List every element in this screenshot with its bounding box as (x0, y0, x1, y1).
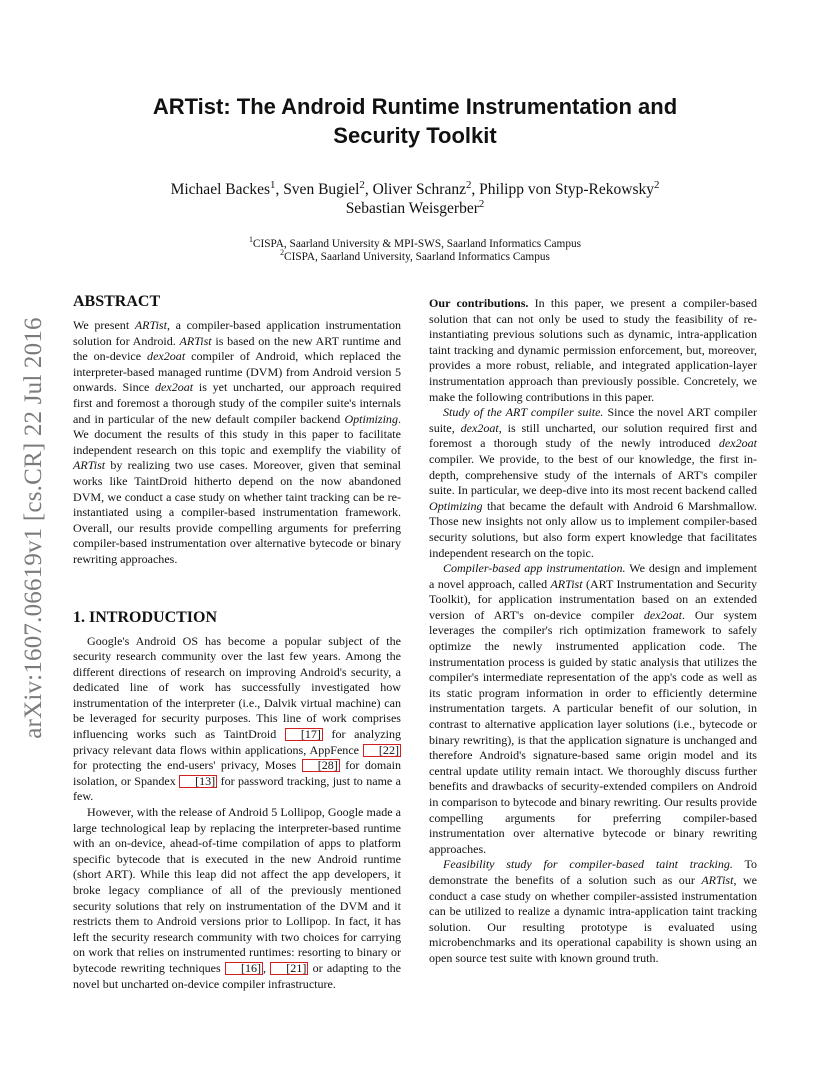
arxiv-stamp-text: arXiv:1607.06619v1 [cs.CR] 22 Jul 2016 (20, 317, 47, 739)
title-line-1: ARTist: The Android Runtime Instrumentation and (152, 94, 678, 119)
affiliation-line: CISPA, Saarland University & MPI-SWS, Saarland Informatics Campus (252, 238, 582, 250)
left-column (73, 292, 401, 992)
citation-link[interactable]: [21] (270, 962, 308, 975)
contribution-study: Study of the ART compiler suite. Since the novel ART compiler suite, dex2oat, is still uncharted, our solution required first and foremost a thorough study of the newly introduced dex2oat compiler. We provide, to the best of our knowledge, the first in-depth, comprehensive study of the internals of ART's compiler suite. In particular, we deep-dive into its most recent backend called Optimizing that became the default with Android 6 Marshmallow. Those new insights not only allow us to implement compiler-based security solutions, but also form expert knowledge that facilitates independent research on the topic. (429, 405, 758, 560)
contributions-lead: Our contributions. (429, 296, 529, 310)
affiliation-mark: 1 (270, 178, 276, 191)
affiliation-mark: 2 (280, 248, 285, 258)
paper-title (90, 92, 740, 150)
intro-paragraph-1: Google's Android OS has become a popular subject of the security research community over the last few years. Among the different directions of research on improving Android's security, a dedicated line of work has successfully investigated how instrumentation of the interpreter (i.e., Dalvik virtual machine) can be leveraged for security purposes. This line of work comprises influencing works such as TaintDroid [17] for analyzing privacy relevant data flows within applications, AppFence [22] for protecting the end-users' privacy, Moses [28] for domain isolation, or Spandex [13] for password tracking, just to name a few. (73, 633, 401, 804)
contribution-instrumentation: Compiler-based app instrumentation. We design and implement a novel approach, called ARTist (ART Instrumentation and Security Toolkit), for application instrumentation based on an extended version of ART's on-device compiler dex2oat. Our system leverages the compiler's rich optimization framework to safely optimize the newly instrumented application code. The instrumentation process is guided by static analysis that utilizes the compiler's intermediate representation of the app's code as well as its static program information in order to efficiently determine instrumentation targets. A particular benefit of our solution, in contrast to alternative application layer solutions (i.e., bytecode or binary rewriting), is that the application signature is unchanged and therefore Android's signature-based same origin model and its central update utility remain intact. We thoroughly discuss further benefits and drawbacks of security-extended compilers on Android in comparison to bytecode and binary rewriting. Our results provide compelling arguments for preferring compiler-based instrumentation over alternative bytecode or binary rewriting approaches. (429, 561, 757, 856)
citation-link[interactable]: [13] (179, 775, 217, 788)
author-name: Sebastian Weisgerber (345, 200, 479, 217)
author-name: Michael Backes (170, 181, 271, 198)
affiliation-line: CISPA, Saarland University, Saarland Informatics Campus (284, 251, 550, 263)
author-list (90, 180, 740, 218)
author-name: , Oliver Schranz (364, 181, 466, 198)
author-name: , Sven Bugiel (275, 181, 360, 198)
affiliation-mark: 2 (465, 178, 472, 191)
citation-link[interactable]: [16] (225, 962, 263, 975)
affiliation-mark: 2 (653, 178, 660, 191)
introduction-heading: 1. INTRODUCTION (73, 608, 218, 626)
contribution-feasibility: Feasibility study for compiler-based taint tracking. To demonstrate the benefits of a solution such as our ARTist, we conduct a case study on whether compiler-assisted instrumentation can be utilized to realize a dynamic intra-application taint tracking solution. Our resulting prototype is evaluated using microbenchmarks and its operational capability is shown using an open source test suite with known ground truth. (429, 857, 757, 965)
title-line-2: Security Toolkit (333, 123, 497, 148)
right-column (429, 296, 757, 967)
abstract-text: We present ARTist, a compiler-based application instrumentation solution for Android. ARTist is based on the new ART runtime and the on-device dex2oat compiler of Android, which replaced the interpreter-based managed runtime (DVM) from Android version 5 onwards. Since dex2oat is yet uncharted, our approach required first and foremost a thorough study of the compiler suite's internals and in particular of the new default compiler backend Optimizing. We document the results of this study in this paper to facilitate independent research on this topic and exemplify the viability of ARTist by realizing two use cases. Moreover, given that seminal works like TaintDroid hitherto depend on the now abandoned DVM, we conduct a case study on whether taint tracking can be re-instantiated using a compiler-based instrumentation framework. Overall, our results provide compelling arguments for preferring compiler-based instrumentation over alternative bytecode or binary rewriting approaches. (73, 318, 402, 566)
affiliations (90, 235, 740, 264)
citation-link[interactable]: [22] (363, 744, 401, 757)
citation-link[interactable]: [28] (302, 759, 340, 772)
intro-paragraph-2: However, with the release of Android 5 Lollipop, Google made a large technological leap by replacing the interpreter-based runtime with an on-device, ahead-of-time compilation of apps to platform specific bytecode that is executed in the new Android runtime (short ART). While this leap did not affect the app developers, it broke legacy compliance of all of the previously mentioned security solutions that rely on instrumentation of the DVM and it restricts them to Android versions prior to Lollipop. In fact, it has left the security research community with two choices for carrying on work that relies on instrumented runtimes: resorting to binary or bytecode rewriting techniques [16] , [21] or adapting to the novel but uncharted on-device compiler infrastructure. (73, 805, 402, 991)
author-name: , Philipp von Styp-Rekowsky (471, 181, 654, 198)
citation-link[interactable]: [17] (285, 728, 323, 741)
affiliation-mark: 2 (359, 178, 365, 191)
arxiv-stamp (14, 298, 54, 758)
affiliation-mark: 1 (248, 235, 253, 245)
abstract-heading: ABSTRACT (73, 293, 161, 310)
affiliation-mark: 2 (478, 197, 485, 210)
contributions-paragraph: Our contributions. In this paper, we present a compiler-based solution that can not only be used to study the feasibility of re-instantiating previous solutions such as dynamic, intra-application taint tracking and dynamic permission enforcement, but, moreover, provides a more robust, reliable, and integrated application-layer instrumentation approach than previously possible. Concretely, we make the following contributions in this paper. (429, 296, 757, 404)
